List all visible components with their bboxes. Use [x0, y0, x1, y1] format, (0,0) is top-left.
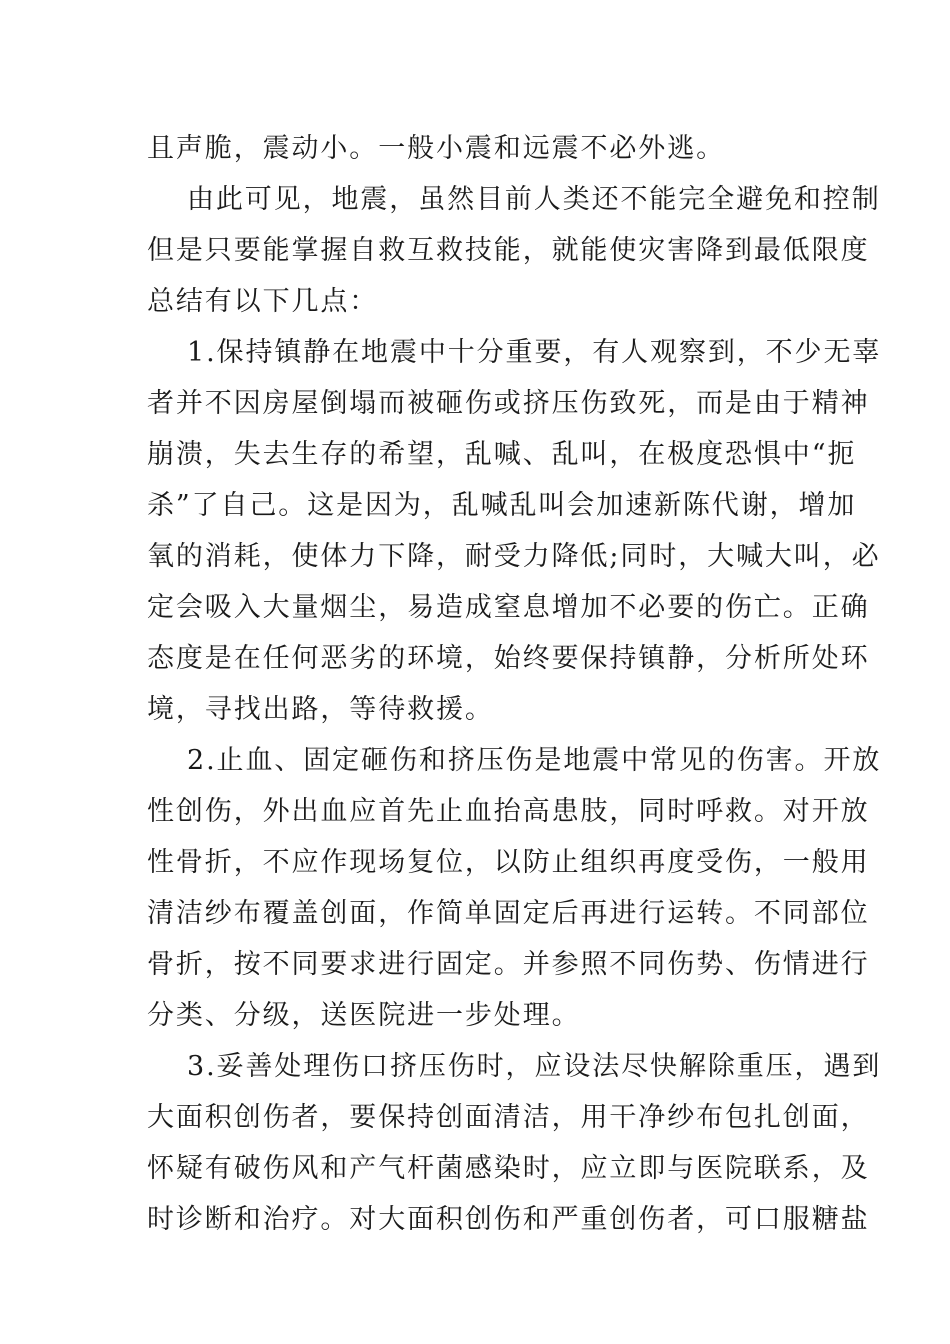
paragraph-start-line: 3.妥善处理伤口挤压伤时，应设法尽快解除重压，遇到 [187, 1051, 882, 1082]
text-line: 定会吸入大量烟尘，易造成窒息增加不必要的伤亡。正确 [147, 592, 870, 623]
text-line: 境，寻找出路，等待救援。 [147, 694, 494, 725]
text-line: 大面积创伤者，要保持创面清洁，用干净纱布包扎创面， [147, 1102, 870, 1133]
text-line: 者并不因房屋倒塌而被砸伤或挤压伤致死，而是由于精神 [147, 388, 870, 419]
text-line: 且声脆，震动小。一般小震和远震不必外逃。 [147, 133, 725, 164]
text-line: 崩溃，失去生存的希望，乱喊、乱叫，在极度恐惧中“扼 [147, 439, 857, 470]
text-line: 总结有以下几点： [147, 286, 379, 317]
text-line: 性创伤，外出血应首先止血抬高患肢，同时呼救。对开放 [147, 796, 870, 827]
paragraph-start-line: 2.止血、固定砸伤和挤压伤是地震中常见的伤害。开放 [187, 745, 882, 776]
text-line: 怀疑有破伤风和产气杆菌感染时，应立即与医院联系，及 [147, 1153, 870, 1184]
paragraph-start-line: 由此可见，地震，虽然目前人类还不能完全避免和控制 [187, 184, 881, 215]
text-line: 氧的消耗，使体力下降，耐受力降低;同时，大喊大叫，必 [147, 541, 881, 572]
text-line: 分类、分级，送医院进一步处理。 [147, 1000, 581, 1031]
text-line: 态度是在任何恶劣的环境，始终要保持镇静，分析所处环 [147, 643, 870, 674]
text-line: 但是只要能掌握自救互救技能，就能使灾害降到最低限度 [147, 235, 870, 266]
paragraph-start-line: 1.保持镇静在地震中十分重要，有人观察到，不少无辜 [187, 337, 882, 368]
text-line: 骨折，按不同要求进行固定。并参照不同伤势、伤情进行 [147, 949, 870, 980]
text-line: 杀”了自己。这是因为，乱喊乱叫会加速新陈代谢，增加 [147, 490, 857, 521]
text-line: 清洁纱布覆盖创面，作简单固定后再进行运转。不同部位 [147, 898, 870, 929]
text-line: 时诊断和治疗。对大面积创伤和严重创伤者，可口服糖盐 [147, 1204, 870, 1235]
text-line: 性骨折，不应作现场复位，以防止组织再度受伤，一般用 [147, 847, 870, 878]
